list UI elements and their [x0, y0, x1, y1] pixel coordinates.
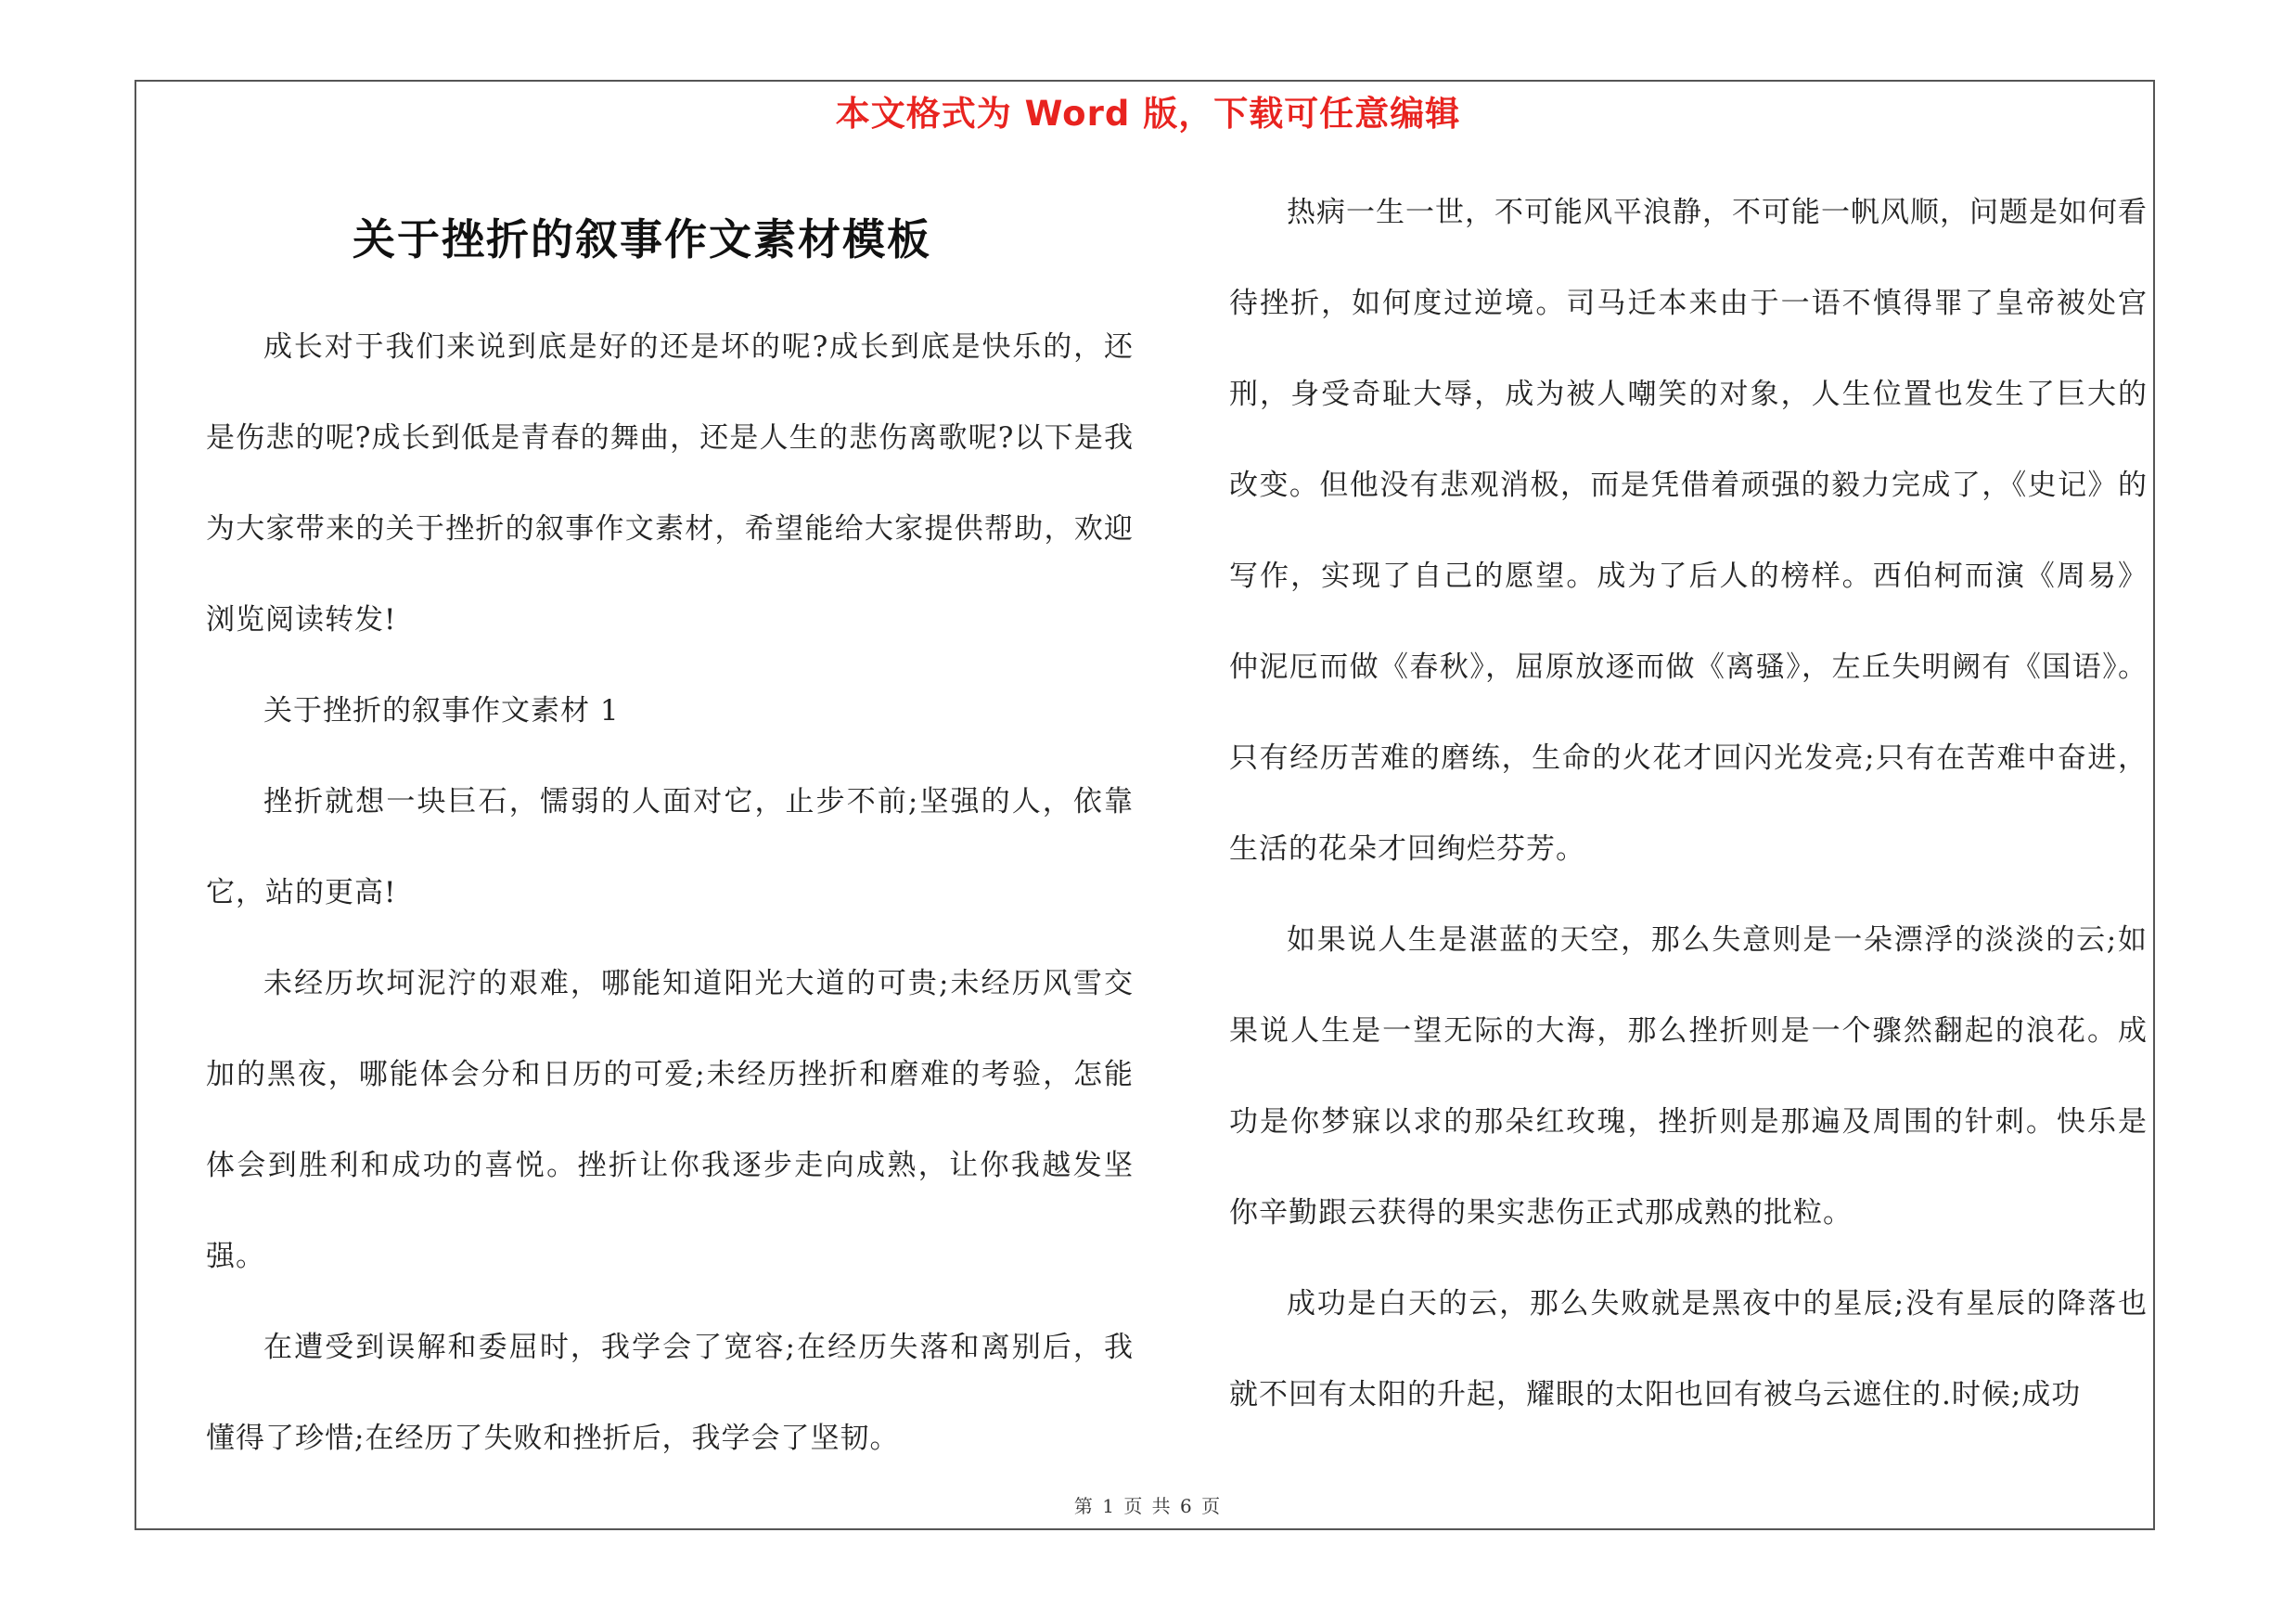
- paragraph: 热病一生一世，不可能风平浪静，不可能一帆风顺，问题是如何看待挫折，如何度过逆境。司马迁本来由于一语不慎得罪了皇帝被处宫刑，身受奇耻大辱，成为被人嘲笑的对象，人生位置也发生了巨大的改变。但他没有悲观消极，而是凭借着顽强的毅力完成了，《史记》的写作，实现了自己的愿望。成为了后人的榜样。西伯柯而演《周易》仲泥厄而做《春秋》，屈原放逐而做《离骚》，左丘失明阙有《国语》。只有经历苦难的磨练，生命的火花才回闪光发亮;只有在苦难中奋进，生活的花朵才回绚烂芬芳。: [1229, 196, 2148, 866]
- document-title: 关于挫折的叙事作文素材模板: [353, 214, 931, 264]
- paragraph: 成功是白天的云，那么失败就是黑夜中的星辰;没有星辰的降落也就不回有太阳的升起，耀眼的太阳也回有被乌云遮住的.时候;成功: [1229, 1287, 2148, 1411]
- paragraph: 如果说人生是湛蓝的天空，那么失意则是一朵漂浮的淡淡的云;如果说人生是一望无际的大海，那么挫折则是一个骤然翻起的浪花。成功是你梦寐以求的那朵红玫瑰，挫折则是那遍及周围的针刺。快乐是你辛勤跟云获得的果实悲伤正式那成熟的批粒。: [1229, 923, 2148, 1230]
- page-number-footer: 第 1 页 共 6 页: [1073, 1495, 1223, 1517]
- paragraph: 挫折就想一块巨石，懦弱的人面对它，止步不前;坚强的人，依靠它，站的更高!: [206, 785, 1134, 909]
- section-heading: 关于挫折的叙事作文素材 1: [263, 694, 620, 728]
- paragraph: 成长对于我们来说到底是好的还是坏的呢?成长到底是快乐的，还是伤悲的呢?成长到低是青春的舞曲，还是人生的悲伤离歌呢?以下是我为大家带来的关于挫折的叙事作文素材，希望能给大家提供帮助，欢迎浏览阅读转发!: [206, 330, 1134, 637]
- right-column: [1229, 167, 2148, 1440]
- left-column: [206, 302, 1134, 1484]
- paragraph: 在遭受到误解和委屈时，我学会了宽容;在经历失落和离别后，我懂得了珍惜;在经历了失败和挫折后，我学会了坚韧。: [206, 1331, 1134, 1455]
- format-notice-banner: 本文格式为 Word 版，下载可任意编辑: [835, 94, 1461, 134]
- paragraph: 未经历坎坷泥泞的艰难，哪能知道阳光大道的可贵;未经历风雪交加的黑夜，哪能体会分和日历的可爱;未经历挫折和磨难的考验，怎能体会到胜利和成功的喜悦。挫折让你我逐步走向成熟，让你我越发坚强。: [206, 967, 1134, 1273]
